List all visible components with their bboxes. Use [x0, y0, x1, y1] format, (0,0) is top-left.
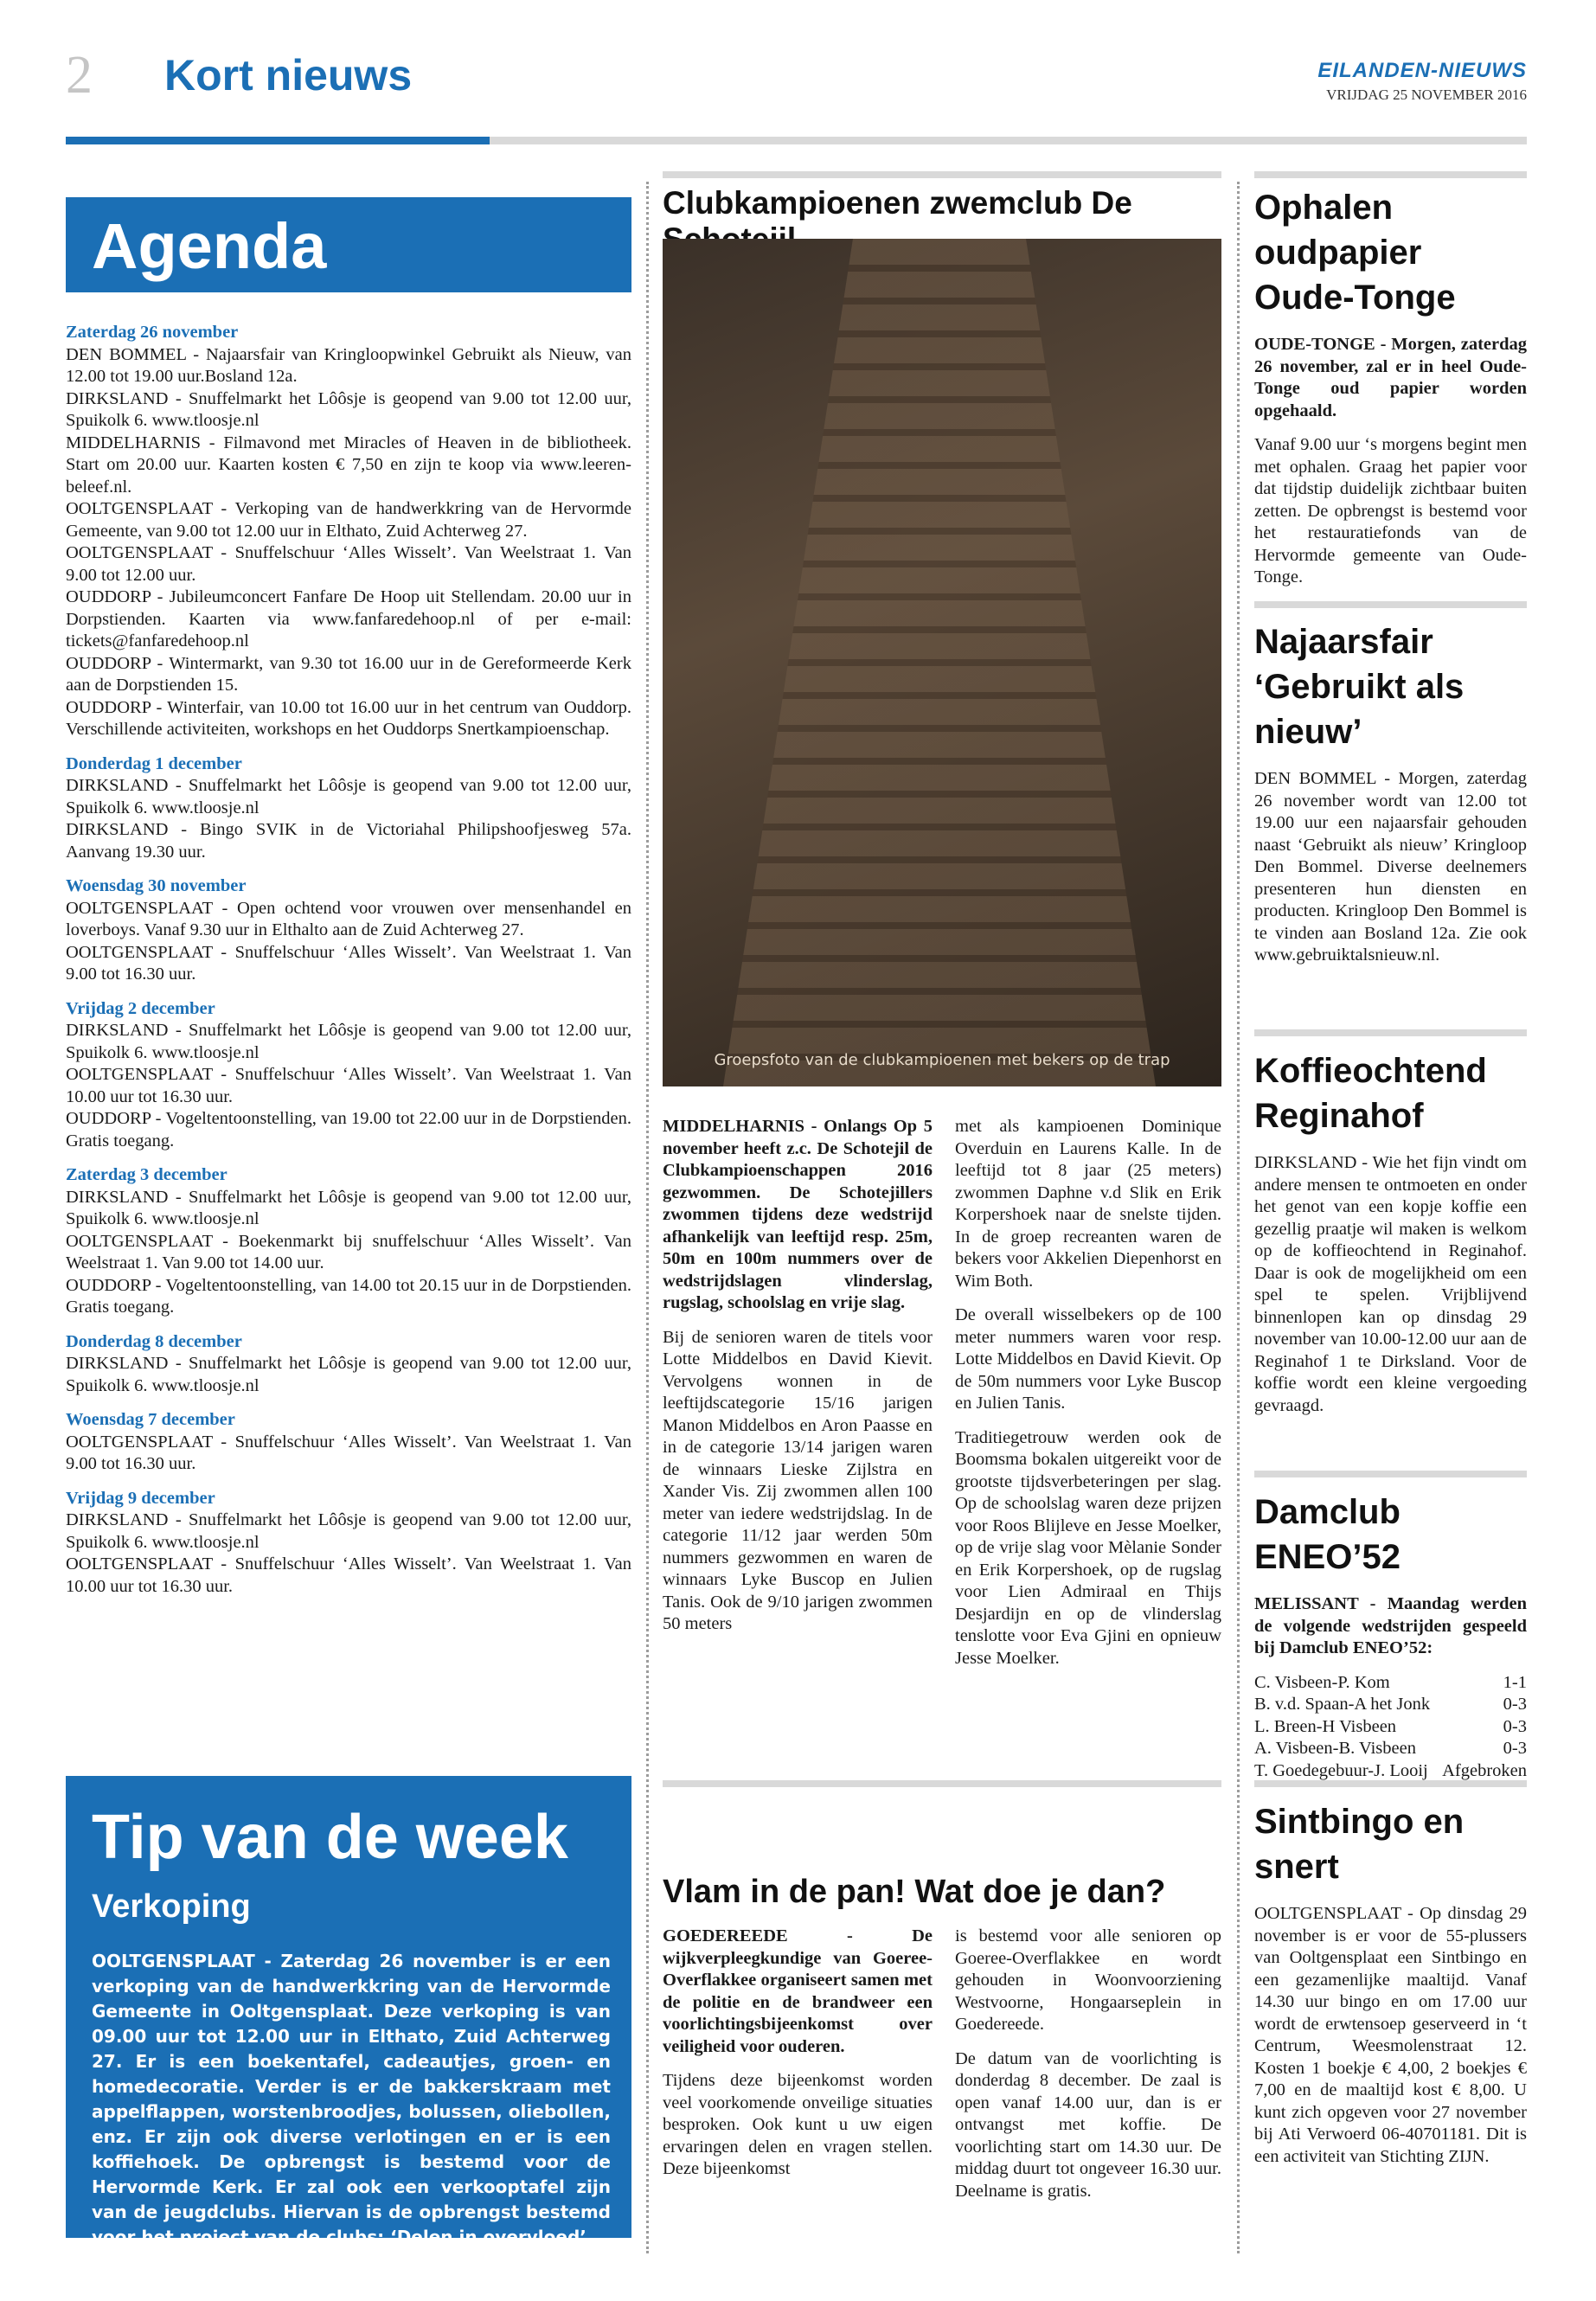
- damclub-article: [1254, 1490, 1527, 1782]
- article-rule: [663, 171, 1221, 178]
- masthead-logo: EILANDEN-NIEUWS: [1317, 59, 1527, 82]
- article-rule: [1254, 171, 1527, 178]
- score-cell: 0-3: [1503, 1739, 1527, 1758]
- agenda-item: DIRKSLAND - Snuffelmarkt het Lôôsje is geopend van 9.00 tot 12.00 uur, Spuikolk 6. www.tloosje.nl: [66, 1187, 631, 1228]
- score-cell: 0-3: [1503, 1716, 1527, 1736]
- agenda-day-heading: Zaterdag 26 november: [66, 323, 239, 342]
- header-rule: [490, 137, 1527, 144]
- vlam-paragraph: Tijdens deze bijeenkomst worden veel voorkomende onveilige situaties besproken. Ook kunt u uw eigen ervaringen delen en vragen stellen. Deze bijeenkomst: [663, 2071, 933, 2178]
- header-rule-accent: [66, 137, 490, 144]
- match-cell: L. Breen-H Visbeen: [1254, 1716, 1397, 1736]
- agenda-item: OOLTGENSPLAAT - Snuffelschuur ‘Alles Wisselt’. Van Weelstraat 1. Van 10.00 uur tot 16.30 uur.: [66, 1065, 631, 1106]
- score-cell: 1-1: [1503, 1672, 1527, 1692]
- sintbingo-headline: Sintbingo en snert: [1254, 1803, 1465, 1886]
- vlam-paragraph: De datum van de voorlichting is donderdag 8 december. De zaal is open vanaf 14.00 uur, dan is er ontvangst met koffie. De voorlichting start om 14.30 uur. De middag duurt tot ongeveer 16.30 uur. Deelname is gratis.: [955, 2048, 1221, 2201]
- agenda-item: OOLTGENSPLAAT - Snuffelschuur ‘Alles Wisselt’. Van Weelstraat 1. Van 10.00 uur tot 16.30 uur.: [66, 1554, 631, 1596]
- agenda-item: OOLTGENSPLAAT - Snuffelschuur ‘Alles Wisselt’. Van Weelstraat 1. Van 9.00 tot 16.30 uur.: [66, 1432, 631, 1473]
- agenda-item: DIRKSLAND - Snuffelmarkt het Lôôsje is geopend van 9.00 tot 12.00 uur, Spuikolk 6. www.tloosje.nl: [66, 1510, 631, 1552]
- agenda-item: DIRKSLAND - Snuffelmarkt het Lôôsje is geopend van 9.00 tot 12.00 uur, Spuikolk 6. www.tloosje.nl: [66, 1354, 631, 1395]
- agenda-day-heading: Woensdag 30 november: [66, 876, 247, 895]
- agenda-item: DIRKSLAND - Snuffelmarkt het Lôôsje is geopend van 9.00 tot 12.00 uur, Spuikolk 6. www.tloosje.nl: [66, 388, 631, 430]
- zwemclub-column-2: [955, 1116, 1221, 1682]
- zwemclub-lead: MIDDELHARNIS - Onlangs Op 5 november heeft z.c. De Schotejil de Clubkampioenschappen 2016 gezwommen. De Schotejillers zwommen tijdens deze wedstrijd afhankelijk van leeftijd resp. 25m, 50m en 100m nummers over de wedstrijdslagen vlinderslag, rugslag, schoolslag en vrije slag.: [663, 1117, 933, 1312]
- najaarsfair-article: [1254, 619, 1527, 979]
- article-rule: [1254, 1471, 1527, 1477]
- column-divider: [1237, 182, 1240, 2253]
- zwemclub-paragraph: Bij de senioren waren de titels voor Lotte Middelbos en David Kievit. Vervolgens wonnen in de leeftijdscategorie 15/16 jarigen Manon Middelbos en Aron Paasse en in de categorie 13/14 jarigen waren de winnaars Lieske Zijlstra en Xander Vis. Zij zwommen allen 100 meter van iedere wedstrijdslag. In de categorie 11/12 jaar werden 50m nummers gezwommen en waren de winnaars Lyke Buscop en Julien Tanis. Ook de 9/10 jarigen zwommen 50 meters: [663, 1327, 933, 1633]
- photo-alt-text: Groepsfoto van de clubkampioenen met bekers op de trap: [714, 1051, 1170, 1069]
- oudpapier-body: Vanaf 9.00 uur ‘s morgens begint men met ophalen. Graag het papier voor dat tijdstip duidelijk zichtbaar buiten zetten. De opbrengst is bestemd voor het restauratiefonds van de Hervormde gemeente van Oude-Tonge.: [1254, 435, 1527, 586]
- agenda-item: OOLTGENSPLAAT - Snuffelschuur ‘Alles Wisselt’. Van Weelstraat 1. Van 9.00 tot 16.30 uur.: [66, 942, 631, 984]
- score-cell: 0-3: [1503, 1695, 1527, 1714]
- tip-subtitle: Verkoping: [92, 1888, 251, 1925]
- oudpapier-article: [1254, 185, 1527, 601]
- vlam-headline: Vlam in de pan! Wat doe je dan?: [663, 1874, 1166, 1910]
- agenda-item: OOLTGENSPLAAT - Verkoping van de handwerkkring van de Hervormde Gemeente, van 9.00 tot 12.00 uur in Elthato, Zuid Achterweg 27.: [66, 499, 631, 541]
- koffie-body: DIRKSLAND - Wie het fijn vindt om andere mensen te ontmoeten en onder het genot van een kopje koffie een gezellig praatje wil maken is welkom op de koffieochtend in Reginahof. Daar is ook de mogelijkheid om een spel te spelen. Vrijblijvend binnenlopen kan op dinsdag 29 november van 10.00-12.00 uur aan de Reginahof 1 te Dirksland. Voor de koffie wordt een kleine vergoeding gevraagd.: [1254, 1153, 1527, 1415]
- agenda-day-heading: Woensdag 7 december: [66, 1410, 235, 1429]
- agenda-item: DIRKSLAND - Snuffelmarkt het Lôôsje is geopend van 9.00 tot 12.00 uur, Spuikolk 6. www.tloosje.nl: [66, 1021, 631, 1062]
- damclub-results-table: [1254, 1672, 1527, 1783]
- agenda-item: DEN BOMMEL - Najaarsfair van Kringloopwinkel Gebruikt als Nieuw, van 12.00 tot 19.00 uur.Bosland 12a.: [66, 344, 631, 386]
- agenda-item: OOLTGENSPLAAT - Boekenmarkt bij snuffelschuur ‘Alles Wisselt’. Van Weelstraat 1. Van 9.00 tot 14.00 uur.: [66, 1231, 631, 1272]
- zwemclub-photo: [663, 239, 1221, 1086]
- agenda-day-heading: Donderdag 1 december: [66, 753, 242, 773]
- agenda-day-heading: Donderdag 8 december: [66, 1331, 242, 1351]
- agenda-item: OOLTGENSPLAAT - Snuffelschuur ‘Alles Wisselt’. Van Weelstraat 1. Van 9.00 tot 12.00 uur.: [66, 543, 631, 585]
- agenda-item: OUDDORP - Vogeltentoonstelling, van 19.00 tot 22.00 uur in de Dorpstienden. Gratis toegang.: [66, 1109, 631, 1150]
- match-cell: B. v.d. Spaan-A het Jonk: [1254, 1695, 1431, 1714]
- agenda-day-heading: Vrijdag 2 december: [66, 998, 215, 1018]
- agenda-item: DIRKSLAND - Snuffelmarkt het Lôôsje is geopend van 9.00 tot 12.00 uur, Spuikolk 6. www.tloosje.nl: [66, 776, 631, 817]
- oudpapier-lead: OUDE-TONGE - Morgen, zaterdag 26 november, zal er in heel Oude-Tonge oud papier worden opgehaald.: [1254, 335, 1527, 420]
- tip-title: Tip van de week: [92, 1803, 568, 1872]
- agenda-item: MIDDELHARNIS - Filmavond met Miracles of Heaven in de bibliotheek. Start om 20.00 uur. Kaarten kosten € 7,50 en zijn te koop via www.leeren-beleef.nl.: [66, 433, 631, 497]
- damclub-headline: Damclub ENEO’52: [1254, 1493, 1401, 1576]
- zwemclub-paragraph: met als kampioenen Dominique Overduin en Laurens Kalle. In de leeftijd tot 8 jaar (25 meters) zwommen Daphne v.d Slik en Erik Korpershoek naar de snelste tijden. In de groep recreanten waren de bekers voor Akkelien Diepenhorst en Wim Both.: [955, 1117, 1221, 1291]
- damclub-lead: MELISSANT - Maandag werden de volgende wedstrijden gespeeld bij Damclub ENEO’52:: [1254, 1594, 1527, 1657]
- vlam-lead: GOEDEREEDE - De wijkverpleegkundige van Goeree-Overflakkee organiseert samen met de politie en de brandweer een voorlichtingsbijeenkomst over veiligheid voor ouderen.: [663, 1926, 933, 2056]
- article-rule: [1254, 1780, 1527, 1787]
- koffie-headline: Koffieochtend Reginahof: [1254, 1052, 1487, 1135]
- zwemclub-column-1: [663, 1116, 933, 1648]
- agenda-list: [66, 322, 631, 1598]
- koffie-article: [1254, 1048, 1527, 1429]
- column-divider: [646, 182, 649, 2253]
- sintbingo-article: [1254, 1799, 1527, 2180]
- agenda-item: OUDDORP - Wintermarkt, van 9.30 tot 16.00 uur in de Gereformeerde Kerk aan de Dorpstienden 15.: [66, 653, 631, 695]
- table-row: [1254, 1716, 1527, 1739]
- zwemclub-paragraph: Traditiegetrouw werden ook de Boomsma bokalen uitgereikt voor de grootste tijdsverbeteringen per slag. Op de schoolslag waren deze prijzen voor Roos Blijleve en Jesse Moelker, op de vrije slag voor Mèlanie Sonder en Erik Korpershoek, op de rugslag voor Lien Admiraal en Thijs Desjardijn en op de vlinderslag tenslotte voor Eva Gjini en opnieuw Jesse Moelker.: [955, 1427, 1221, 1668]
- agenda-day-heading: Zaterdag 3 december: [66, 1165, 228, 1184]
- tip-of-the-week-box: [66, 1776, 631, 2247]
- table-row: [1254, 1738, 1527, 1760]
- vlam-column-2: [955, 1926, 1221, 2214]
- table-row: [1254, 1760, 1527, 1783]
- agenda-item: OOLTGENSPLAAT - Open ochtend voor vrouwen over mensenhandel en loverboys. Vanaf 9.30 uur in Elthalto aan de Zuid Achterweg 27.: [66, 898, 631, 939]
- issue-date: VRIJDAG 25 NOVEMBER 2016: [1326, 87, 1527, 103]
- article-rule: [1254, 601, 1527, 608]
- najaarsfair-body: DEN BOMMEL - Morgen, zaterdag 26 november wordt van 12.00 tot 19.00 uur een najaarsfair gehouden naast ‘Gebruikt als nieuw’ Kringloop Den Bommel. Diverse deelnemers presenteren hun diensten en producten. Kringloop Den Bommel is te vinden aan Bosland 12a. Zie ook www.gebruiktalsnieuw.nl.: [1254, 769, 1527, 965]
- match-cell: T. Goedegebuur-J. Looij: [1254, 1760, 1428, 1780]
- section-title: Kort nieuws: [164, 51, 413, 99]
- article-rule: [663, 1780, 1221, 1787]
- table-row: [1254, 1672, 1527, 1695]
- sintbingo-body: OOLTGENSPLAAT - Op dinsdag 29 november is er voor de 55-plussers van Ooltgensplaat een Sintbingo en een gezamenlijke maaltijd. Vanaf 14.30 uur bingo en om 17.00 uur wordt de erwtensoep geserveerd in ‘t Centrum, Weesmolenstraat 12. Kosten 1 boekje € 4,00, 2 boekjes € 7,00 en de maaltijd kost € 8,00. U kunt zich opgeven voor 27 november bij Ati Verwoerd 06-40701181. Dit is een activiteit van Stichting ZIJN.: [1254, 1904, 1527, 2166]
- oudpapier-headline: Ophalen oudpapier Oude-Tonge: [1254, 189, 1456, 317]
- match-cell: C. Visbeen-P. Kom: [1254, 1672, 1390, 1692]
- agenda-item: OUDDORP - Jubileumconcert Fanfare De Hoop uit Stellendam. 20.00 uur in Dorpstienden. Kaarten via www.fanfaredehoop.nl of per e-mail: tickets@fanfaredehoop.nl: [66, 587, 631, 651]
- agenda-title: Agenda: [92, 210, 327, 282]
- zwemclub-paragraph: De overall wisselbekers op de 100 meter nummers waren voor resp. Lotte Middelbos en David Kievit. Op de 50m nummers voor Lyke Buscop en Julien Tanis.: [955, 1305, 1221, 1413]
- score-cell: Afgebroken: [1442, 1760, 1527, 1780]
- vlam-paragraph: is bestemd voor alle senioren op Goeree-Overflakkee en wordt gehouden in Woonvoorziening Westvoorne, Hongaarseplein in Goedereede.: [955, 1926, 1221, 2034]
- agenda-header: [66, 197, 631, 292]
- agenda-item: OUDDORP - Vogeltentoonstelling, van 14.00 tot 20.15 uur in de Dorpstienden. Gratis toegang.: [66, 1275, 631, 1317]
- article-rule: [1254, 1029, 1527, 1036]
- vlam-column-1: [663, 1926, 933, 2193]
- najaarsfair-headline: Najaarsfair ‘Gebruikt als nieuw’: [1254, 623, 1465, 751]
- photo-stairs: [723, 239, 1156, 1086]
- page-number: 2: [66, 46, 93, 105]
- agenda-day-heading: Vrijdag 9 december: [66, 1488, 215, 1508]
- zwemclub-headline: Clubkampioenen zwemclub De: [663, 185, 1132, 221]
- table-row: [1254, 1694, 1527, 1716]
- agenda-item: DIRKSLAND - Bingo SVIK in de Victoriahal Philipshoofjesweg 57a. Aanvang 19.30 uur.: [66, 820, 631, 862]
- tip-body: OOLTGENSPLAAT - Zaterdag 26 november is er een verkoping van de handwerkkring van de Hervormde Gemeente in Ooltgensplaat. Deze verkoping is van 09.00 uur tot 12.00 uur in Elthato, Zuid Achterweg 27. Er is een boekentafel, cadeautjes, groen- en homedecoratie. Verder is er de bakkerskraam met appelflappen, worstenbroodjes, bolussen, oliebollen, enz. Er zijn ook diverse verlotingen en er is een koffiehoek. De opbrengst is bestemd voor de Hervormde Kerk. Er zal ook een verkooptafel zijn van de jeugdclubs. Hiervan is de opbrengst bestemd voor het project van de clubs: ‘Delen in overvloed’.: [92, 1951, 611, 2247]
- match-cell: A. Visbeen-B. Visbeen: [1254, 1739, 1416, 1758]
- agenda-item: OUDDORP - Winterfair, van 10.00 tot 16.00 uur in het centrum van Ouddorp. Verschillende activiteiten, workshops en het Ouddorps Snertkampioenschap.: [66, 697, 631, 739]
